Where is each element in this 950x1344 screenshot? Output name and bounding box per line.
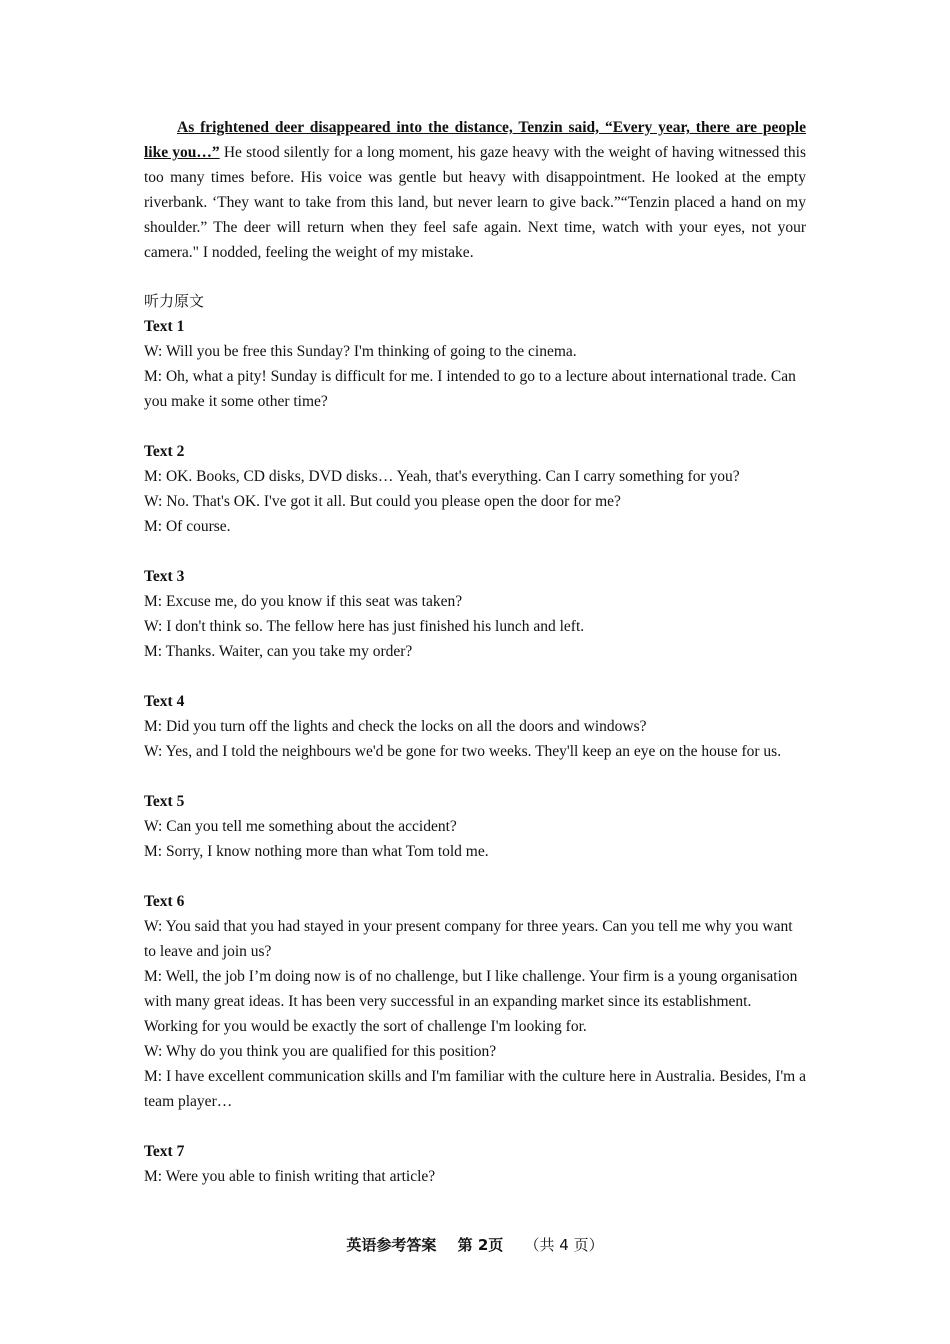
section-title: 听力原文: [144, 292, 205, 310]
dialogue-line: W: I don't think so. The fellow here has just finished his lunch and left.: [144, 618, 585, 635]
dialogue-line: W: You said that you had stayed in your present company for three years. Can you tell me why you want to leave and join us?: [144, 918, 793, 960]
dialogue-line: W: Will you be free this Sunday? I'm thinking of going to the cinema.: [144, 343, 577, 360]
footer-total-pages: （共 4 页）: [524, 1236, 604, 1254]
transcript-heading: Text 7: [144, 1143, 185, 1160]
dialogue-line: M: Did you turn off the lights and check the locks on all the doors and windows?: [144, 718, 647, 735]
story-paragraph: [144, 115, 806, 265]
footer-subject: 英语参考答案: [346, 1236, 437, 1254]
transcript-block: [144, 314, 806, 414]
dialogue-line: M: Oh, what a pity! Sunday is difficult for me. I intended to go to a lecture about international trade. Can you make it some other time?: [144, 368, 796, 410]
transcript-heading: Text 1: [144, 318, 185, 335]
transcript-heading: Text 3: [144, 568, 185, 585]
transcript-heading: Text 2: [144, 443, 185, 460]
transcript-block: [144, 689, 806, 764]
footer-page-number: 第 2页: [457, 1236, 504, 1254]
transcript-block: [144, 789, 806, 864]
page-footer: [0, 1234, 950, 1255]
dialogue-line: M: Were you able to finish writing that article?: [144, 1168, 436, 1185]
dialogue-line: M: I have excellent communication skills and I'm familiar with the culture here in Australia. Besides, I'm a team player…: [144, 1068, 806, 1110]
dialogue-line: W: Why do you think you are qualified for this position?: [144, 1043, 497, 1060]
transcript-block: [144, 1139, 806, 1189]
transcript-heading: Text 4: [144, 693, 185, 710]
document-page: [144, 115, 806, 1189]
dialogue-line: M: Excuse me, do you know if this seat was taken?: [144, 593, 463, 610]
dialogue-line: W: Yes, and I told the neighbours we'd be gone for two weeks. They'll keep an eye on the house for us.: [144, 743, 782, 760]
transcript-block: [144, 564, 806, 664]
transcript-heading: Text 5: [144, 793, 185, 810]
transcript-block: [144, 889, 806, 1114]
dialogue-line: W: Can you tell me something about the accident?: [144, 818, 457, 835]
dialogue-line: M: Well, the job I’m doing now is of no challenge, but I like challenge. Your firm is a young organisation with many great ideas. It has been very successful in an expanding market since its establishment. Working for you would be exactly the sort of challenge I'm looking for.: [144, 968, 798, 1035]
dialogue-line: M: OK. Books, CD disks, DVD disks… Yeah, that's everything. Can I carry something for you?: [144, 468, 740, 485]
transcript-heading: Text 6: [144, 893, 185, 910]
listening-transcripts: [144, 314, 806, 1189]
story-lead-sentence: As frightened deer disappeared into the distance, Tenzin said, “Every year, there are people like you…”: [144, 119, 806, 161]
dialogue-line: W: No. That's OK. I've got it all. But could you please open the door for me?: [144, 493, 621, 510]
story-body-text: He stood silently for a long moment, his gaze heavy with the weight of having witnessed this too many times before. His voice was gentle but heavy with disappointment. He looked at the empty riverbank. ‘They want to take from this land, but never learn to give back.”“Tenzin placed a hand on my shoulder.” The deer will return when they feel safe again. Next time, watch with your eyes, not your camera." I nodded, feeling the weight of my mistake.: [144, 144, 806, 261]
dialogue-line: M: Of course.: [144, 518, 231, 535]
dialogue-line: M: Sorry, I know nothing more than what Tom told me.: [144, 843, 489, 860]
dialogue-line: M: Thanks. Waiter, can you take my order?: [144, 643, 413, 660]
transcript-block: [144, 439, 806, 539]
